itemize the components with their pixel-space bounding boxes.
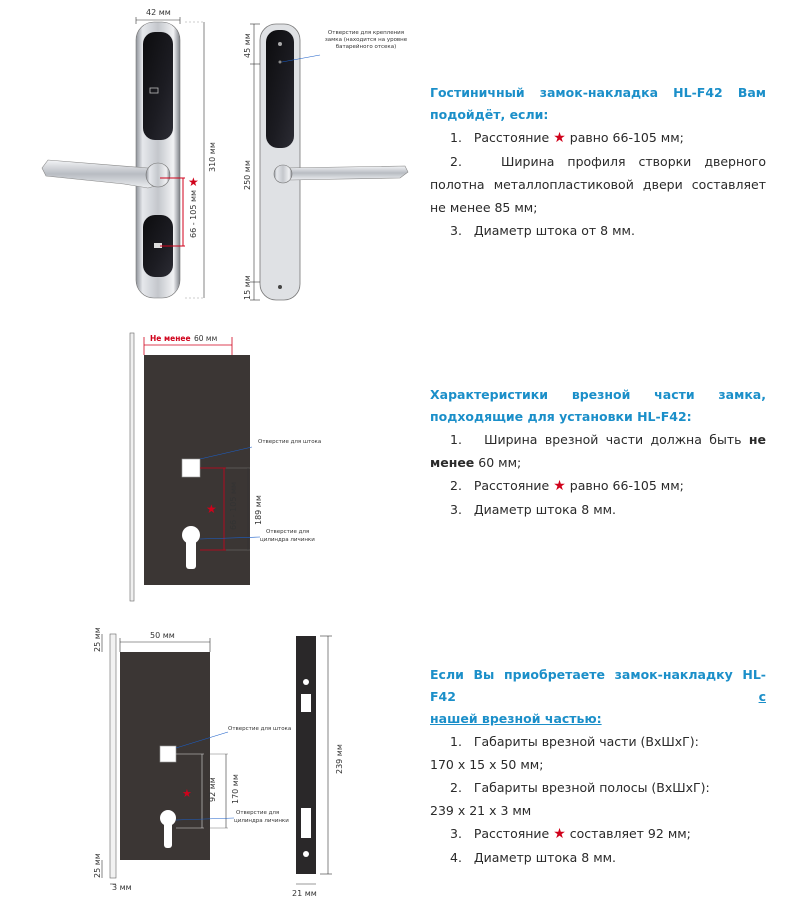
section2-heading	[430, 384, 766, 428]
star-icon: ★	[553, 478, 566, 494]
section2	[430, 384, 766, 521]
star-icon: ★	[553, 826, 566, 842]
section1-item2: 2. Ширина профиля створки дверного полотна металлопластиковой двери составляет не менее 85 мм;	[430, 154, 766, 215]
section2-heading-line1: Характеристики врезной части замка,	[430, 387, 766, 402]
section3-item1: 1. Габариты врезной части (ВхШхГ):	[450, 734, 699, 749]
shaft-hole-label: Отверстие для штока	[228, 726, 292, 732]
hole-note: Отверстие для крепления замка (находится на уровне батарейного отсека)	[324, 30, 408, 50]
section3-item2-value: 239 х 21 х 3 мм	[430, 803, 532, 818]
mortise-drawing	[120, 325, 420, 605]
section1-heading-line1: Гостиничный замок-накладка HL-F42 Вам	[430, 85, 766, 100]
section3-item1-value: 170 х 15 х 50 мм;	[430, 757, 544, 772]
shaft-hole	[182, 459, 200, 477]
height-label: 189 мм	[254, 495, 263, 525]
side-bottom-label: 15 мм	[243, 275, 252, 300]
mortise-strip-drawing	[88, 622, 418, 900]
min-label-bold: Не менее	[150, 334, 191, 343]
cyl-hole-label-2: цилиндра личинки	[260, 537, 315, 543]
cyl-hole-label-1: Отверстие для	[266, 529, 310, 535]
cyl-hole-label-2: цилиндра личинки	[234, 818, 289, 824]
thick-label: 3 мм	[112, 883, 132, 892]
mount-hole-bottom	[278, 285, 282, 289]
strip-width-label: 21 мм	[292, 889, 317, 898]
section1-item3: 3. Диаметр штока от 8 мм.	[450, 223, 635, 238]
section3	[430, 664, 766, 869]
section3-heading: Если Вы приобретаете замок-накладку HL-F42 с нашей врезной частью:	[430, 667, 766, 726]
strike-strip	[296, 636, 316, 874]
mount-hole-top	[278, 42, 282, 46]
section1-heading	[430, 82, 766, 126]
height-label: 170 мм	[231, 774, 240, 804]
strip-height-label: 239 мм	[335, 744, 344, 774]
section2-item3: 3. Диаметр штока 8 мм.	[450, 502, 617, 517]
section3-heading-link: с	[758, 689, 766, 704]
bottom-label: 25 мм	[93, 853, 102, 878]
distance-label: 66 - 105 мм	[189, 189, 198, 238]
side-mid-label: 250 мм	[243, 160, 252, 190]
star-icon: ★	[553, 130, 566, 146]
lock-drawing-front-side	[20, 0, 420, 310]
section1-heading-line2: подойдёт, если:	[430, 107, 549, 122]
handle-lever-side	[282, 166, 408, 180]
top-label: 25 мм	[93, 627, 102, 652]
distance-label: 66 - 105 мм	[229, 481, 238, 530]
cyl-hole-label-1: Отверстие для	[236, 810, 280, 816]
section1-item1: 1. Расстояние ★ равно 66-105 мм;	[450, 130, 684, 146]
handle-rosette	[146, 163, 170, 187]
star-icon: ★	[182, 787, 192, 800]
shaft-hole	[160, 746, 176, 762]
height-label: 310 мм	[208, 142, 217, 172]
card-reader-panel	[143, 32, 173, 140]
section2-heading-line2: подходящие для установки HL-F42:	[430, 409, 692, 424]
door-edge	[130, 333, 134, 601]
min-label-rest: 60 мм	[194, 334, 218, 343]
side-top-label: 45 мм	[243, 33, 252, 58]
section2-item2: 2. Расстояние ★ равно 66-105 мм;	[450, 478, 684, 494]
star-icon: ★	[206, 502, 217, 516]
section2-item1: 1. Ширина врезной части должна быть не менее 60 мм;	[430, 432, 766, 470]
width-label: 42 мм	[146, 8, 171, 17]
star-icon: ★	[188, 175, 199, 189]
shaft-hole-label: Отверстие для штока	[258, 439, 322, 445]
section3-item2: 2. Габариты врезной полосы (ВхШхГ):	[450, 780, 710, 795]
distance-label: 92 мм	[208, 777, 217, 802]
section3-item3: 3. Расстояние ★ составляет 92 мм;	[450, 826, 691, 842]
width-label: 50 мм	[150, 631, 175, 640]
section1	[430, 82, 766, 242]
section3-item4: 4. Диаметр штока 8 мм.	[450, 850, 617, 865]
